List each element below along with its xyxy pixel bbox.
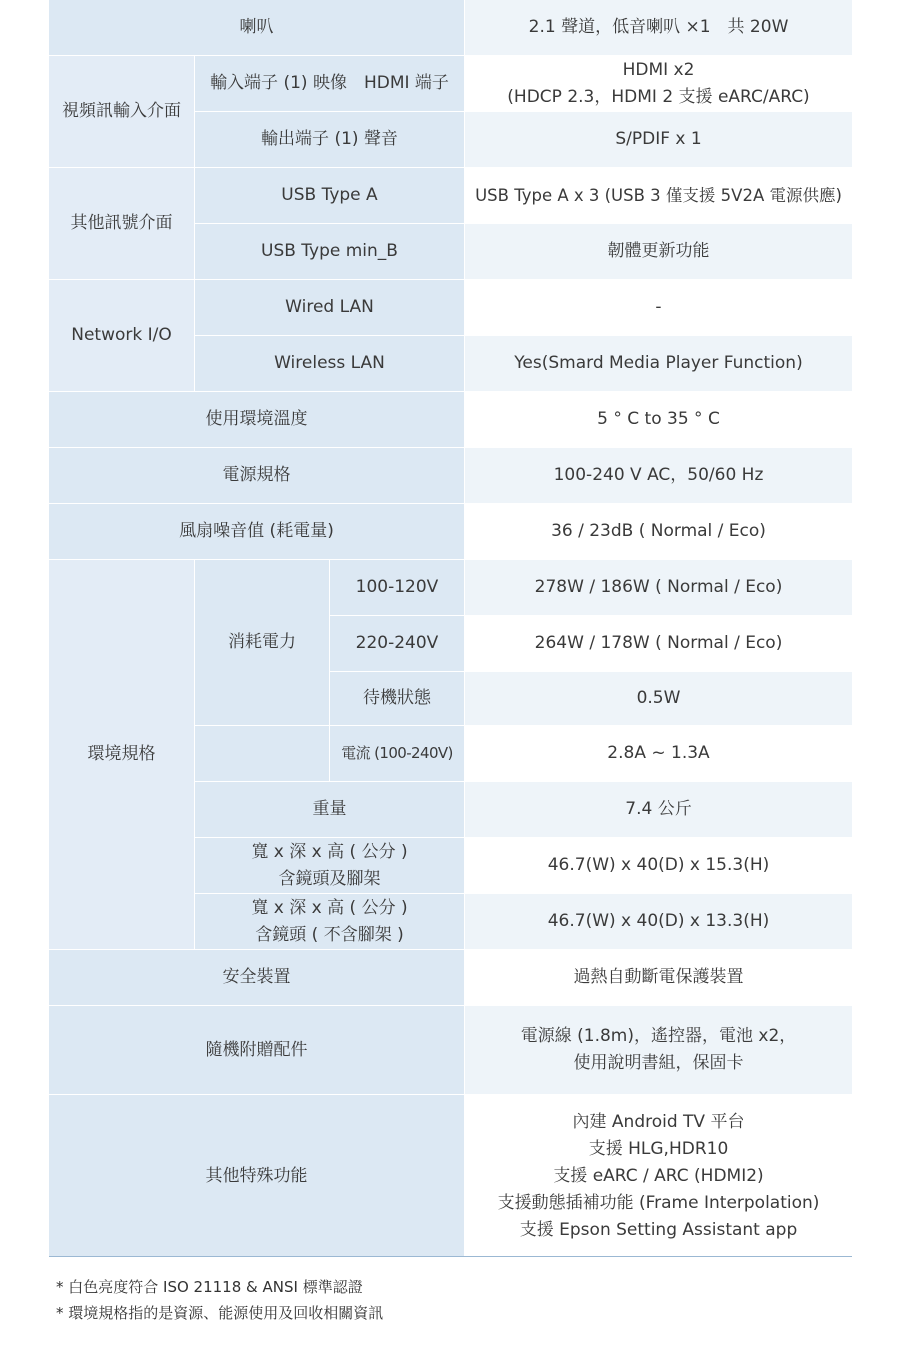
special-line: 支援動態插補功能 (Frame Interpolation) (497, 1192, 820, 1213)
power-spec-label: 電源規格 (49, 448, 464, 503)
weight-label: 重量 (195, 782, 464, 837)
fan-noise-value: 36 / 23dB ( Normal / Eco) (465, 504, 852, 559)
av-input-value (465, 56, 852, 111)
footnotes (56, 1274, 383, 1326)
wireless-lan-value: Yes(Smard Media Player Function) (465, 336, 852, 391)
accessories-label: 隨機附贈配件 (49, 1006, 464, 1094)
safety-label: 安全裝置 (49, 950, 464, 1005)
usb-a-value: USB Type A x 3 (USB 3 僅支援 5V2A 電源供應) (465, 168, 852, 223)
consumption-220v-label: 220-240V (330, 616, 464, 671)
dim-stand-value: 46.7(W) x 40(D) x 15.3(H) (465, 838, 852, 893)
dim-stand-label-line2: 含鏡頭及腳架 (278, 868, 381, 889)
other-interface-group: 其他訊號介面 (49, 168, 194, 279)
temperature-label: 使用環境溫度 (49, 392, 464, 447)
current-spacer (195, 726, 329, 781)
accessories-value-line1: 電源線 (1.8m)，遙控器，電池 x2， (520, 1026, 797, 1046)
usb-b-value: 韌體更新功能 (465, 224, 852, 279)
dim-nostand-label-line1: 寬 x 深 x 高 ( 公分 ) (251, 897, 408, 918)
dim-stand-label (195, 838, 464, 893)
av-interface-group: 視頻訊輸入介面 (49, 56, 194, 167)
accessories-value-line2: 使用說明書組，保固卡 (573, 1053, 744, 1073)
dim-stand-label-line1: 寬 x 深 x 高 ( 公分 ) (251, 841, 408, 862)
environment-group: 環境規格 (49, 560, 194, 949)
speaker-value: 2.1 聲道，低音喇叭 ×1 共 20W (465, 0, 852, 55)
standby-value: 0.5W (465, 672, 852, 725)
safety-value: 過熱自動斷電保護裝置 (465, 950, 852, 1005)
av-input-label: 輸入端子 (1) 映像 HDMI 端子 (195, 56, 464, 111)
av-input-value-line1: HDMI x2 (622, 59, 695, 80)
special-line: 內建 Android TV 平台 (572, 1111, 745, 1132)
special-label: 其他特殊功能 (49, 1095, 464, 1257)
power-spec-value: 100-240 V AC，50/60 Hz (465, 448, 852, 503)
usb-b-label: USB Type min_B (195, 224, 464, 279)
temperature-value: 5 ° C to 35 ° C (465, 392, 852, 447)
special-line: 支援 eARC / ARC (HDMI2) (553, 1165, 764, 1186)
speaker-label: 喇叭 (49, 0, 464, 55)
accessories-value (465, 1006, 852, 1094)
table-bottom-rule (49, 1256, 852, 1257)
av-output-value: S/PDIF x 1 (465, 112, 852, 167)
special-line: 支援 HLG,HDR10 (588, 1138, 729, 1159)
dim-nostand-value: 46.7(W) x 40(D) x 13.3(H) (465, 894, 852, 949)
av-input-value-line2: (HDCP 2.3，HDMI 2 支援 eARC/ARC) (507, 86, 810, 107)
consumption-100v-label: 100-120V (330, 560, 464, 615)
av-output-label: 輸出端子 (1) 聲音 (195, 112, 464, 167)
wired-lan-value: - (465, 280, 852, 335)
standby-label: 待機狀態 (330, 672, 464, 725)
current-label: 電流 (100-240V) (330, 726, 464, 781)
current-value: 2.8A ~ 1.3A (465, 726, 852, 781)
special-line: 支援 Epson Setting Assistant app (519, 1219, 798, 1240)
network-group: Network I/O (49, 280, 194, 391)
footnote: * 環境規格指的是資源、能源使用及回收相關資訊 (56, 1304, 384, 1322)
consumption-group: 消耗電力 (195, 560, 329, 725)
dim-nostand-label-line2: 含鏡頭 ( 不含腳架 ) (255, 924, 404, 945)
weight-value: 7.4 公斤 (465, 782, 852, 837)
usb-a-label: USB Type A (195, 168, 464, 223)
spec-table (49, 0, 852, 1257)
footnote: * 白色亮度符合 ISO 21118 & ANSI 標準認證 (56, 1278, 363, 1296)
consumption-100v-value: 278W / 186W ( Normal / Eco) (465, 560, 852, 615)
wireless-lan-label: Wireless LAN (195, 336, 464, 391)
dim-nostand-label (195, 894, 464, 949)
wired-lan-label: Wired LAN (195, 280, 464, 335)
fan-noise-label: 風扇噪音值 (耗電量) (49, 504, 464, 559)
consumption-220v-value: 264W / 178W ( Normal / Eco) (465, 616, 852, 671)
special-value (465, 1095, 852, 1257)
